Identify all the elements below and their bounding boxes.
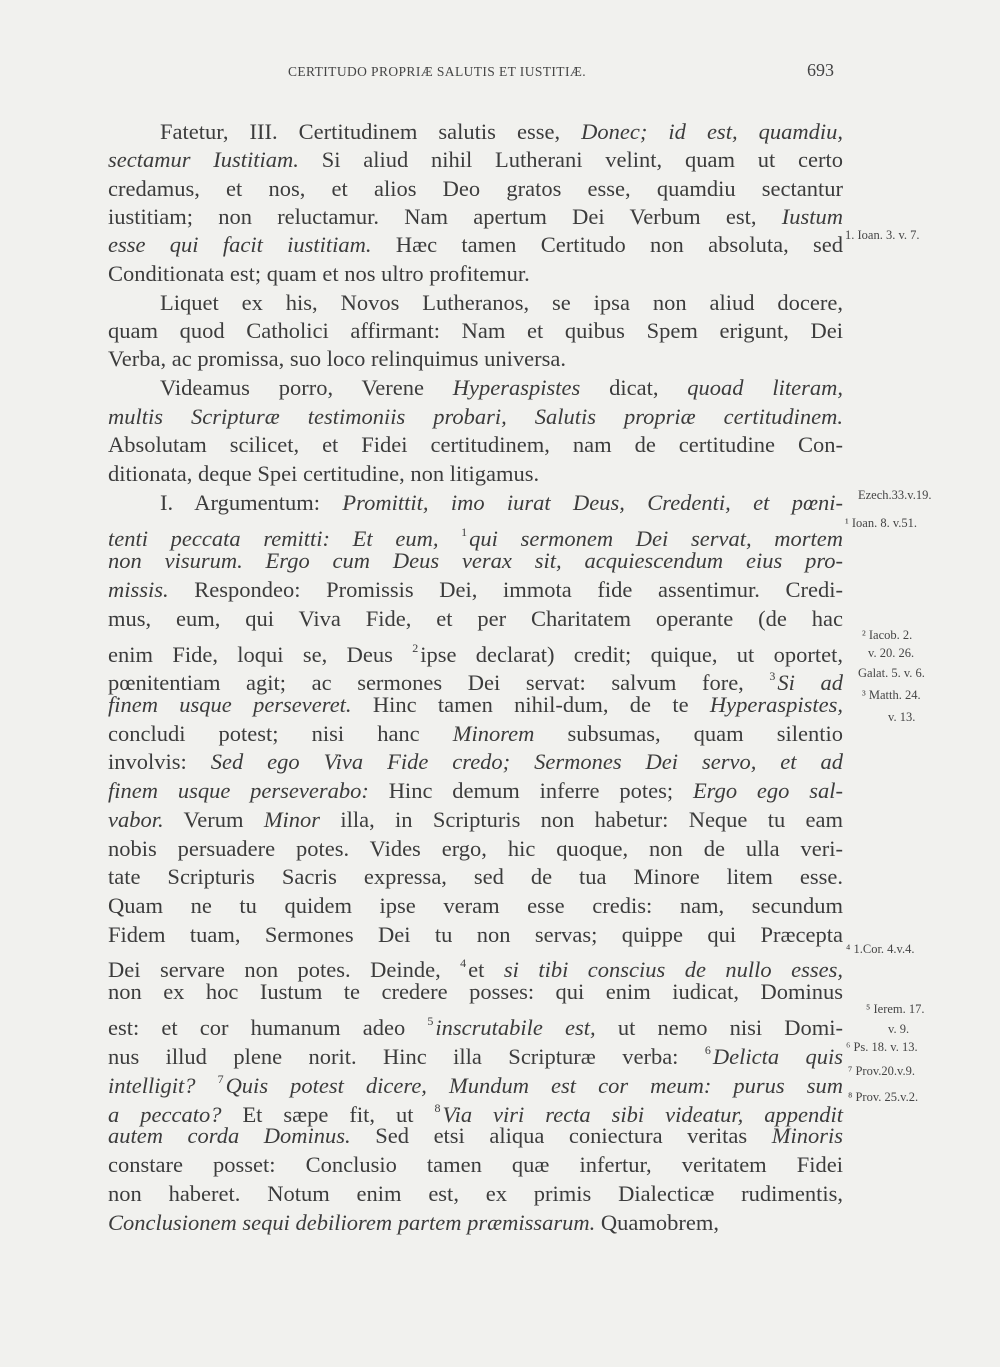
italic-text-run: autem corda Dominus. — [108, 1123, 351, 1148]
text-line — [108, 920, 843, 950]
text-line — [108, 891, 843, 921]
text-run: involvis: — [108, 749, 211, 774]
margin-note: ⁸ Prov. 25.v.2. — [848, 1090, 919, 1104]
text-run: quam quod Catholici affirmant: Nam et quibus Spem erigunt, Dei — [108, 318, 843, 343]
text-run: est: et cor humanum adeo — [108, 1015, 428, 1040]
italic-text-run: a peccato? — [108, 1102, 222, 1127]
footnote-marker: 6 — [704, 1043, 711, 1057]
text-line — [108, 948, 843, 982]
italic-text-run: Promittit, imo iurat Deus, Credenti, et pœni- — [342, 490, 843, 515]
text-line — [108, 230, 843, 260]
italic-text-run: Conclusionem sequi debiliorem partem præmissarum. — [108, 1210, 596, 1235]
footnote-marker: 4 — [460, 956, 467, 970]
margin-note: Galat. 5. v. 6. — [858, 666, 925, 680]
italic-text-run: Minorem — [452, 721, 535, 746]
italic-text-run: Sed ego Viva Fide credo; Sermones Dei servo, et ad — [210, 749, 843, 774]
text-run: Dei servare non potes. Deinde, — [108, 957, 461, 982]
italic-text-run: sectamur Iustitiam. — [108, 147, 299, 172]
text-line — [160, 373, 843, 403]
text-run: non haberet. Notum enim est, ex primis Dialecticæ rudimentis, — [108, 1181, 843, 1206]
italic-text-run: inscrutabile est, — [435, 1015, 596, 1040]
text-line — [108, 517, 844, 551]
footnote-marker: 1 — [461, 525, 468, 539]
text-run: tate Scripturis Sacris expressa, sed de tua Minore litem esse. — [108, 864, 843, 889]
margin-note: ⁷ Prov.20.v.9. — [848, 1064, 915, 1078]
text-run: dicat, — [580, 375, 688, 400]
running-title: CERTITUDO PROPRIÆ SALUTIS ET IUSTITIÆ. — [288, 64, 587, 79]
text-run: nus illud plene norit. Hinc illa Scripturæ verba: — [108, 1044, 705, 1069]
italic-text-run: Donec; id est, quamdiu, — [581, 119, 843, 144]
text-line — [108, 145, 843, 175]
italic-text-run: finem usque perseveret. — [108, 692, 352, 717]
text-line — [108, 344, 843, 374]
italic-text-run: qui sermonem Dei servat, mortem — [469, 526, 844, 551]
italic-text-run: missis. — [108, 577, 169, 602]
text-run: mus, eum, qui Viva Fide, et per Charitatem operante (de hac — [108, 606, 843, 631]
margin-note: 1. Ioan. 3. v. 7. — [845, 228, 920, 242]
text-line — [108, 661, 843, 695]
italic-text-run: Minoris — [771, 1123, 843, 1148]
text-run: Fatetur, III. Certitudinem salutis esse, — [160, 119, 582, 144]
text-run: Liquet ex his, Novos Lutheranos, se ipsa non aliud docere, — [160, 290, 843, 315]
italic-text-run: finem usque perseverabo: — [108, 778, 369, 803]
italic-text-run: esse qui facit iustitiam. — [108, 232, 372, 257]
italic-text-run: Hyperaspistes — [452, 375, 581, 400]
text-line — [108, 546, 843, 576]
text-run: Respondeo: Promissis Dei, immota fide assentimur. Credi- — [168, 577, 843, 602]
italic-text-run: Si ad — [777, 670, 843, 695]
text-run: Quam ne tu quidem ipse veram esse credis: nam, secundum — [108, 893, 843, 918]
text-line — [160, 117, 843, 147]
margin-note: ⁴ 1.Cor. 4.v.4. — [846, 942, 915, 956]
text-line — [108, 402, 843, 432]
footnote-marker: 3 — [769, 669, 776, 683]
text-run: non ex hoc Iustum te credere posses: qui enim iudicat, Dominus — [108, 979, 843, 1004]
text-run: iustitiam; non reluctamur. Nam apertum Dei Verbum est, — [108, 204, 782, 229]
text-run: enim Fide, loqui se, Deus — [108, 642, 413, 667]
italic-text-run: tenti peccata remitti: Et eum, — [108, 526, 462, 551]
text-run: Videamus porro, Verene — [160, 375, 453, 400]
text-run: Hæc tamen Certitudo non absoluta, sed — [371, 232, 843, 257]
text-line — [160, 488, 843, 518]
margin-note: ² Iacob. 2. — [862, 628, 913, 642]
text-line — [108, 1035, 844, 1069]
italic-text-run: Quis potest dicere, Mundum est cor meum: purus sum — [225, 1073, 844, 1098]
text-run: ipse declarat) credit; quique, ut oportet, — [420, 642, 844, 667]
text-run: et — [468, 957, 504, 982]
footnote-marker: 8 — [434, 1101, 441, 1115]
margin-note: ¹ Ioan. 8. v.51. — [845, 516, 918, 530]
text-line — [108, 604, 843, 634]
italic-text-run: non visurum. Ergo cum Deus verax sit, acquiescendum eius pro- — [108, 548, 843, 573]
text-line — [108, 430, 843, 460]
margin-note: ³ Matth. 24. — [862, 688, 921, 702]
text-line — [160, 288, 843, 318]
italic-text-run: Minor — [263, 807, 321, 832]
text-line — [108, 776, 843, 806]
margin-note: v. 9. — [888, 1022, 910, 1036]
text-line — [108, 459, 843, 489]
text-run: Quamobrem, — [595, 1210, 719, 1235]
text-run: Conditionata est; quam et nos ultro profitemur. — [108, 261, 530, 286]
text-run: Et sæpe fit, ut — [221, 1102, 435, 1127]
text-run: I. Argumentum: — [160, 490, 343, 515]
text-line — [108, 977, 843, 1007]
margin-note: ⁶ Ps. 18. v. 13. — [846, 1040, 918, 1054]
text-line — [108, 862, 843, 892]
text-line — [108, 316, 843, 346]
italic-text-run: Ergo ego sal- — [692, 778, 843, 803]
footnote-marker: 2 — [412, 641, 419, 655]
text-line — [108, 1006, 843, 1040]
text-run: Hinc demum inferre potes; — [368, 778, 693, 803]
text-run: subsumas, quam silentio — [534, 721, 843, 746]
text-run: ut nemo nisi Domi- — [595, 1015, 843, 1040]
text-line — [108, 1208, 843, 1238]
page-number: 693 — [807, 60, 834, 80]
italic-text-run: si tibi conscius de nullo esses, — [503, 957, 843, 982]
text-line — [108, 1179, 843, 1209]
text-line — [108, 1121, 843, 1151]
margin-note: v. 20. 26. — [868, 646, 915, 660]
italic-text-run: Hyperaspistes, — [709, 692, 843, 717]
italic-text-run: Delicta quis — [712, 1044, 844, 1069]
text-line — [108, 834, 843, 864]
italic-text-run: multis Scripturæ testimoniis probari, Salutis propriæ certitudinem. — [108, 404, 843, 429]
text-run: ditionata, deque Spei certitudine, non litigamus. — [108, 461, 540, 486]
text-line — [108, 719, 843, 749]
text-run: pœnitentiam agit; ac sermones Dei servat: salvum fore, — [108, 670, 770, 695]
text-run: illa, in Scripturis non habetur: Neque tu eam — [320, 807, 843, 832]
italic-text-run: vabor. — [108, 807, 164, 832]
footnote-marker: 7 — [217, 1072, 224, 1086]
italic-text-run: quoad literam, — [687, 375, 843, 400]
text-run: constare posset: Conclusio tamen quæ infertur, veritatem Fidei — [108, 1152, 843, 1177]
text-run: Verum — [163, 807, 264, 832]
text-line — [108, 1150, 843, 1180]
margin-note: Ezech.33.v.19. — [858, 488, 932, 502]
text-run: Hinc tamen nihil-dum, de te — [351, 692, 710, 717]
text-run: Verba, ac promissa, suo loco relinquimus universa. — [108, 346, 567, 371]
text-run: Fidem tuam, Sermones Dei tu non servas; quippe qui Præcepta — [108, 922, 843, 947]
text-line — [108, 690, 843, 720]
margin-note: v. 13. — [888, 710, 916, 724]
text-run: Sed etsi aliqua coniectura veritas — [350, 1123, 772, 1148]
footnote-marker: 5 — [427, 1014, 434, 1028]
text-run: Si aliud nihil Lutherani velint, quam ut certo — [298, 147, 843, 172]
text-line — [108, 174, 843, 204]
text-line — [108, 259, 843, 289]
text-run: Absolutam scilicet, et Fidei certitudinem, nam de certitudine Con- — [108, 432, 843, 457]
text-line — [108, 1093, 843, 1127]
text-run: nobis persuadere potes. Vides ergo, hic quoque, non de ulla veri- — [108, 836, 843, 861]
italic-text-run: intelligit? — [108, 1073, 218, 1098]
text-run: credamus, et nos, et alios Deo gratos esse, quamdiu sectantur — [108, 176, 843, 201]
text-line — [108, 747, 843, 777]
text-line — [108, 1064, 844, 1098]
text-line — [108, 575, 843, 605]
italic-text-run: Via viri recta sibi videatur, appendit — [442, 1102, 843, 1127]
italic-text-run: Iustum — [781, 204, 843, 229]
margin-note: ⁵ Ierem. 17. — [866, 1002, 925, 1016]
text-line — [108, 633, 844, 667]
text-line — [108, 202, 843, 232]
text-line — [108, 805, 843, 835]
text-run: concludi potest; nisi hanc — [108, 721, 453, 746]
